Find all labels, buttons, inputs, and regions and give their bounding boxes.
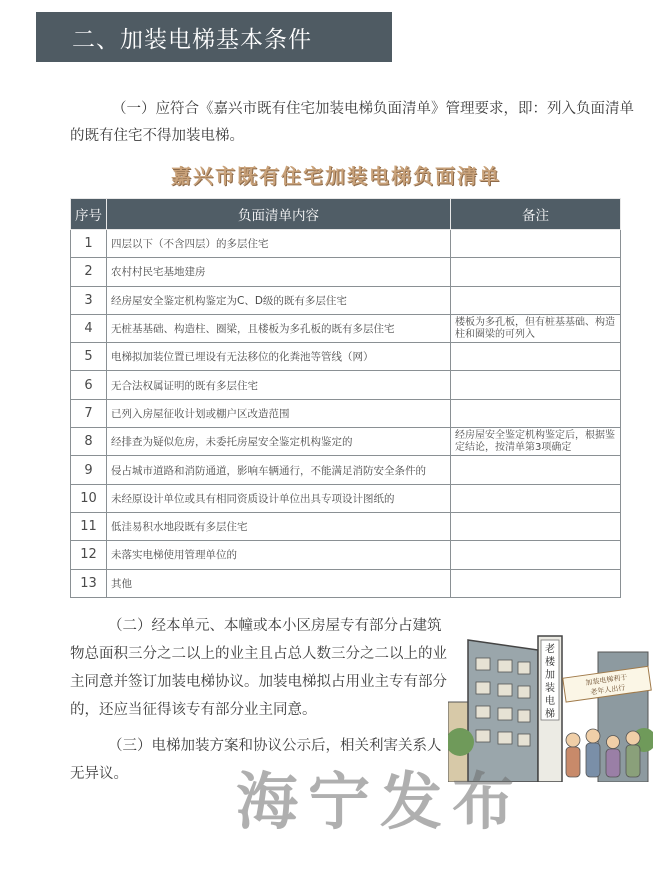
row-num: 4: [71, 314, 107, 342]
row-note: [451, 371, 621, 399]
row-note: [451, 286, 621, 314]
elevator-sign-char: 电: [545, 696, 555, 707]
table-row: [71, 512, 621, 540]
watermark: 海宁发布: [236, 765, 525, 838]
table-row: [71, 230, 621, 258]
row-content: 农村村民宅基地建房: [107, 258, 451, 286]
row-note: [451, 258, 621, 286]
table-row: [71, 456, 621, 484]
row-note: [451, 456, 621, 484]
row-content: 未落实电梯使用管理单位的: [107, 541, 451, 569]
paragraph-3: （三）电梯加装方案和协议公示后，相关利害关系人无异议。: [70, 738, 442, 782]
row-num: 6: [71, 371, 107, 399]
elevator-sign-char: 加: [545, 670, 555, 681]
row-note: [451, 541, 621, 569]
row-note: 经房屋安全鉴定机构鉴定后，根据鉴定结论，按清单第3项确定: [451, 428, 621, 456]
table-row: [71, 286, 621, 314]
svg-text:加装电梯利于: 加装电梯利于: [585, 673, 628, 688]
row-num: 13: [71, 569, 107, 597]
row-content: 无合法权属证明的既有多层住宅: [107, 371, 451, 399]
row-content: 四层以下（不含四层）的多层住宅: [107, 230, 451, 258]
row-num: 10: [71, 484, 107, 512]
elevator-sign-char: 楼: [545, 657, 555, 668]
row-num: 9: [71, 456, 107, 484]
elevator-sign-char: 装: [545, 683, 555, 694]
negative-list-title: 嘉兴市既有住宅加装电梯负面清单: [171, 164, 501, 188]
row-num: 1: [71, 230, 107, 258]
row-num: 2: [71, 258, 107, 286]
header-note: 备注: [451, 199, 621, 230]
row-content: 未经原设计单位或具有相同资质设计单位出具专项设计图纸的: [107, 484, 451, 512]
row-note: [451, 230, 621, 258]
table-row: [71, 371, 621, 399]
row-num: 7: [71, 399, 107, 427]
svg-text:老年人出行: 老年人出行: [589, 683, 626, 697]
paragraph-2: （二）经本单元、本幢或本小区房屋专有部分占建筑物总面积三分之二以上的业主且占总人数三分之二以上的业主同意并签订加装电梯协议。加装电梯拟占用业主专有部分的，还应当征得该专有部分业主同意。: [70, 618, 447, 718]
row-note: [451, 484, 621, 512]
row-content: 无桩基基础、构造柱、圈梁，且楼板为多孔板的既有多层住宅: [107, 314, 451, 342]
header-num: 序号: [71, 199, 107, 230]
table-row: [71, 314, 621, 342]
row-content: 已列入房屋征收计划或棚户区改造范围: [107, 399, 451, 427]
row-note: [451, 569, 621, 597]
paragraph-1: （一）应符合《嘉兴市既有住宅加装电梯负面清单》管理要求，即：列入负面清单的既有住宅不得加装电梯。: [70, 101, 634, 144]
table-row: [71, 541, 621, 569]
row-num: 11: [71, 512, 107, 540]
elevator-sign-char: 梯: [545, 709, 555, 720]
header-content: 负面清单内容: [107, 199, 451, 230]
table-row: [71, 399, 621, 427]
row-content: 其他: [107, 569, 451, 597]
row-content: 低洼易积水地段既有多层住宅: [107, 512, 451, 540]
table-row: [71, 258, 621, 286]
negative-list-table: [70, 198, 621, 598]
row-note: 楼板为多孔板，但有桩基基础、构造柱和圈梁的可列入: [451, 314, 621, 342]
table-row: [71, 428, 621, 456]
row-content: 侵占城市道路和消防通道，影响车辆通行，不能满足消防安全条件的: [107, 456, 451, 484]
table-header-row: [71, 199, 621, 230]
row-note: [451, 512, 621, 540]
section-title: 二、加装电梯基本条件: [72, 26, 312, 53]
table-row: [71, 569, 621, 597]
row-num: 12: [71, 541, 107, 569]
row-content: 经房屋安全鉴定机构鉴定为C、D级的既有多层住宅: [107, 286, 451, 314]
elevator-sign-char: 老: [545, 644, 555, 655]
row-num: 8: [71, 428, 107, 456]
row-num: 5: [71, 343, 107, 371]
row-note: [451, 343, 621, 371]
row-num: 3: [71, 286, 107, 314]
section-header: [36, 12, 392, 62]
table-row: [71, 484, 621, 512]
row-content: 经排查为疑似危房，未委托房屋安全鉴定机构鉴定的: [107, 428, 451, 456]
row-content: 电梯拟加装位置已埋设有无法移位的化粪池等管线（网）: [107, 343, 451, 371]
table-row: [71, 343, 621, 371]
row-note: [451, 399, 621, 427]
